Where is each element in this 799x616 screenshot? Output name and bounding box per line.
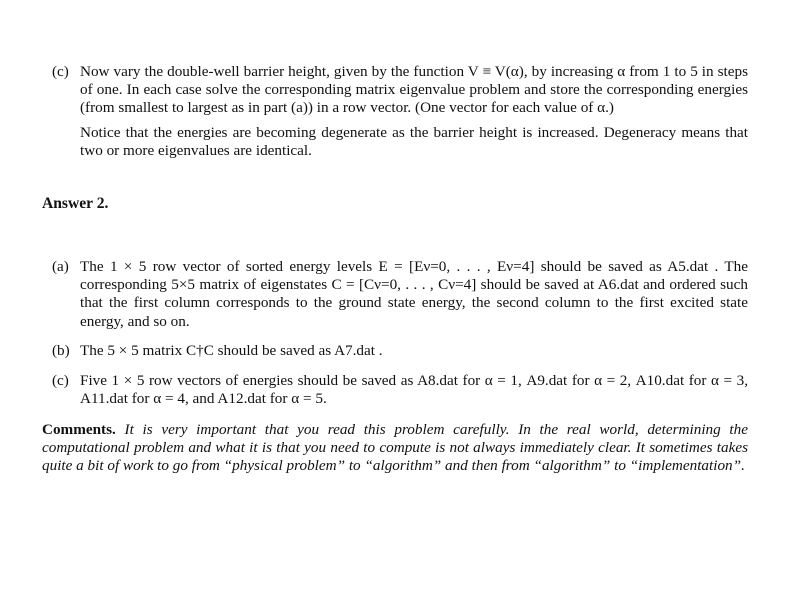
question-part-c-paragraph-1: Now vary the double-well barrier height, given by the function V ≡ V(α), by increasing α from 1 to 5 in steps of one. In each case solve the corresponding matrix eigenvalue problem and store the corresponding energies (from smallest to largest as in part (a)) in a row vector. (One vector for each value of α.) bbox=[80, 63, 748, 117]
answer-part-b-label: (b) bbox=[52, 342, 70, 359]
comments-paragraph bbox=[42, 421, 748, 476]
answer-part-b-text: The 5 × 5 matrix C†C should be saved as A7.dat . bbox=[80, 342, 383, 359]
comments-label: Comments. bbox=[42, 421, 116, 438]
question-part-c-paragraph-2: Notice that the energies are becoming degenerate as the barrier height is increased. Degeneracy means that two or more eigenvalues are identical. bbox=[80, 123, 748, 159]
answer-heading: Answer 2. bbox=[42, 195, 109, 212]
answer-part-a-label: (a) bbox=[52, 258, 69, 275]
question-part-c-label: (c) bbox=[52, 63, 69, 80]
answer-part-c-text: Five 1 × 5 row vectors of energies should be saved as A8.dat for α = 1, A9.dat for α = 2, A10.dat for α = 3, A11.dat for α = 4, and A12.dat for α = 5. bbox=[80, 372, 748, 408]
answer-part-c-label: (c) bbox=[52, 372, 69, 389]
comments-text: It is very important that you read this problem carefully. In the real world, determining the computational problem and what it is that you need to compute is not always immediately clear. It sometimes takes quite a bit of work to go from “physical problem” to “algorithm” and then from “algorithm” to “implementation”. bbox=[42, 421, 748, 475]
question-part-c-body bbox=[80, 63, 748, 160]
answer-part-a-text: The 1 × 5 row vector of sorted energy levels E = [Eν=0, . . . , Eν=4] should be saved as A5.dat . The corresponding 5×5 matrix of eigenstates C = [Cν=0, . . . , Cν=4] should be saved at A6.dat and ordered such that the first column corresponds to the ground state energy, the second column to the first excited state energy, and so on. bbox=[80, 258, 748, 330]
